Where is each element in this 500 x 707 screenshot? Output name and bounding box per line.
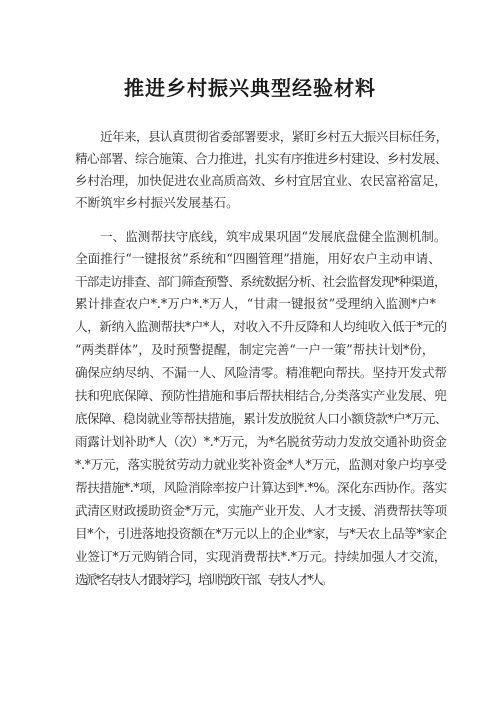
body-line: 累计排查农户*.*万户*.*万人，“甘肃一键报贫”受理纳入监测*户* <box>75 297 436 311</box>
body-line: 一、监测帮扶守底线，筑牢成果巩固“发展底盘健全监测机制。 <box>100 230 447 244</box>
body-line: 帮扶措施*.*项，风险消除率按户计算达到*.*%。深化东西协作。落实 <box>75 481 447 495</box>
body-line: 不断筑牢乡村振兴发展基石。 <box>75 196 239 210</box>
document-title: 推进乡村振兴典型经验材料 <box>124 76 376 100</box>
body-line: 目*个，引进落地投资额在*万元以上的企业*家，与*天农上品等*家企 <box>75 527 447 541</box>
body-line: 选派*名专技人才跟岗学习，培训党政干部、专技人才*人。 <box>75 573 331 587</box>
body-line: *.*万元，落实脱贫劳动力就业奖补资金*人*万元，监测对象户均享受 <box>75 458 447 472</box>
body-line: 雨露计划补助*人（次）*.*万元，为*名脱贫劳动力发放交通补助资金 <box>75 435 447 449</box>
body-line: “两类群体”，及时预警提醒，制定完善“一户一策”帮扶计划*份， <box>75 343 435 357</box>
body-line: 近年来，县认真贯彻省委部署要求，紧盯乡村五大振兴目标任务， <box>100 130 448 144</box>
body-line: 扶和兜底保障、预防性措施和事后帮扶相结合,分类落实产业发展、兜 <box>75 389 447 403</box>
body-line: 人，新纳入监测帮扶*户*人，对收入不升反降和人均纯收入低于*元的 <box>75 320 447 334</box>
body-line: 业签订*万元购销合同，实现消费帮扶*.*万元。持续加强人才交流， <box>75 550 447 564</box>
body-line: 确保应纳尽纳、不漏一人、风险清零。精准靶向帮扶。坚持开发式帮 <box>75 366 447 380</box>
body-line: 乡村治理，加快促进农业高质高效、乡村宜居宜业、农民富裕富足， <box>75 174 447 188</box>
body-line: 底保障、稳岗就业等帮扶措施，累计发放脱贫人口小额贷款*户*万元、 <box>75 412 447 426</box>
body-line: 全面推行“一键报贫”系统和“四圈管理”措施，用好农户主动申请、 <box>75 252 441 266</box>
body-line: 干部走访排查、部门筛查预警、系统数据分析、社会监督发现*种渠道， <box>75 275 446 289</box>
body-line: 武清区财政援助资金*万元，实施产业开发、人才支援、消费帮扶等项 <box>75 504 447 518</box>
body-line: 精心部署、综合施策、合力推进，扎实有序推进乡村建设、乡村发展、 <box>75 152 447 166</box>
